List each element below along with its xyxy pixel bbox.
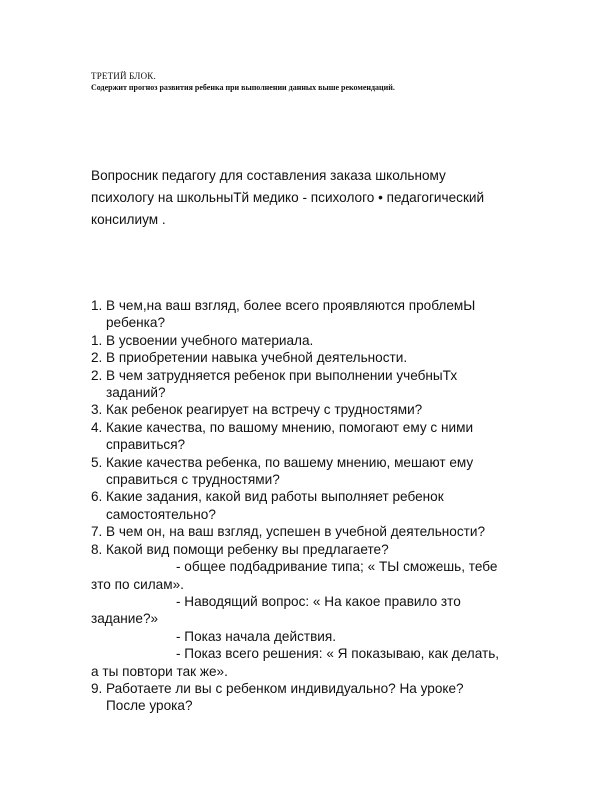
- help-option-text: - Наводящий вопрос: « На какое правило зто: [176, 593, 461, 609]
- help-option-text-continued: зто по силам».: [91, 576, 184, 592]
- question-number: 9.: [91, 680, 103, 696]
- title-line: Вопросник педагогу для составления заказа школьному: [91, 168, 446, 183]
- questionnaire-title: [91, 165, 521, 231]
- question-number: 1.: [91, 332, 103, 348]
- question-number: 1.: [91, 298, 103, 313]
- question-number: 8.: [91, 541, 103, 557]
- question-text: Какие задания, какой вид работы выполняет ребенок: [106, 489, 444, 505]
- question-text-continued: справиться?: [106, 437, 186, 453]
- question-number: 2.: [91, 367, 103, 383]
- question-item: [91, 297, 531, 332]
- question-item: [91, 401, 531, 418]
- question-number: 5.: [91, 454, 103, 470]
- question-item: [91, 523, 531, 540]
- question-text: В приобретении навыка учебной деятельности.: [106, 350, 408, 366]
- question-text: В чем,на ваш взгляд, более всего проявляются проблемЫ: [106, 298, 476, 313]
- question-item: [91, 488, 531, 523]
- question-text: В чем он, на ваш взгляд, успешен в учебной деятельности?: [106, 524, 486, 540]
- help-option-text: - Показ всего решения: « Я показываю, как делать,: [176, 646, 500, 662]
- question-text-continued: заданий?: [106, 385, 166, 401]
- question-text-continued: справиться с трудностями?: [106, 472, 280, 488]
- question-text: В усвоении учебного материала.: [106, 332, 314, 348]
- question-number: 7.: [91, 524, 103, 540]
- question-item: [91, 349, 531, 366]
- question-item: [91, 332, 531, 349]
- question-number: 4.: [91, 419, 103, 435]
- question-text-continued: самостоятельно?: [106, 506, 216, 522]
- question-number: 3.: [91, 402, 103, 418]
- question-number: 6.: [91, 489, 103, 505]
- question-text: В чем затрудняется ребенок при выполнении учебныТх: [106, 367, 458, 383]
- block-subtitle: Содержит прогноз развития ребенка при выполнении данных выше рекомендаций.: [91, 83, 395, 92]
- help-option: [91, 593, 531, 628]
- help-option-text: - общее подбадривание типа; « ТЫ сможешь, тебе: [176, 559, 498, 575]
- question-text: Как ребенок реагирует на встречу с трудностями?: [106, 402, 423, 418]
- question-list: [91, 297, 531, 715]
- title-line: консилиум .: [91, 212, 166, 227]
- help-option: [91, 645, 531, 680]
- block-header: [91, 70, 531, 94]
- question-item: [91, 367, 531, 402]
- help-option-text-continued: а ты повтори так же».: [91, 663, 228, 679]
- question-item: [91, 680, 531, 715]
- help-option-text: - Показ начала действия.: [176, 628, 337, 644]
- question-text: Работаете ли вы с ребенком индивидуально? На уроке?: [106, 680, 464, 696]
- block-title: ТРЕТИЙ БЛОК.: [91, 71, 156, 81]
- question-text-continued: ребенка?: [106, 315, 166, 331]
- question-number: 2.: [91, 350, 103, 366]
- question-item: [91, 541, 531, 558]
- help-option: [91, 558, 531, 593]
- help-option-text-continued: задание?»: [91, 611, 159, 627]
- question-item: [91, 419, 531, 454]
- question-text-continued: После урока?: [106, 698, 193, 714]
- title-line: психологу на школьныТй медико - психолого • педагогический: [91, 190, 485, 205]
- question-text: Какие качества, по вашому мнению, помогают ему с ними: [106, 419, 474, 435]
- question-text: Какой вид помощи ребенку вы предлагаете?: [106, 541, 389, 557]
- help-option: [91, 628, 531, 645]
- question-item: [91, 454, 531, 489]
- question-text: Какие качества ребенка, по вашему мнению, мешают ему: [106, 454, 474, 470]
